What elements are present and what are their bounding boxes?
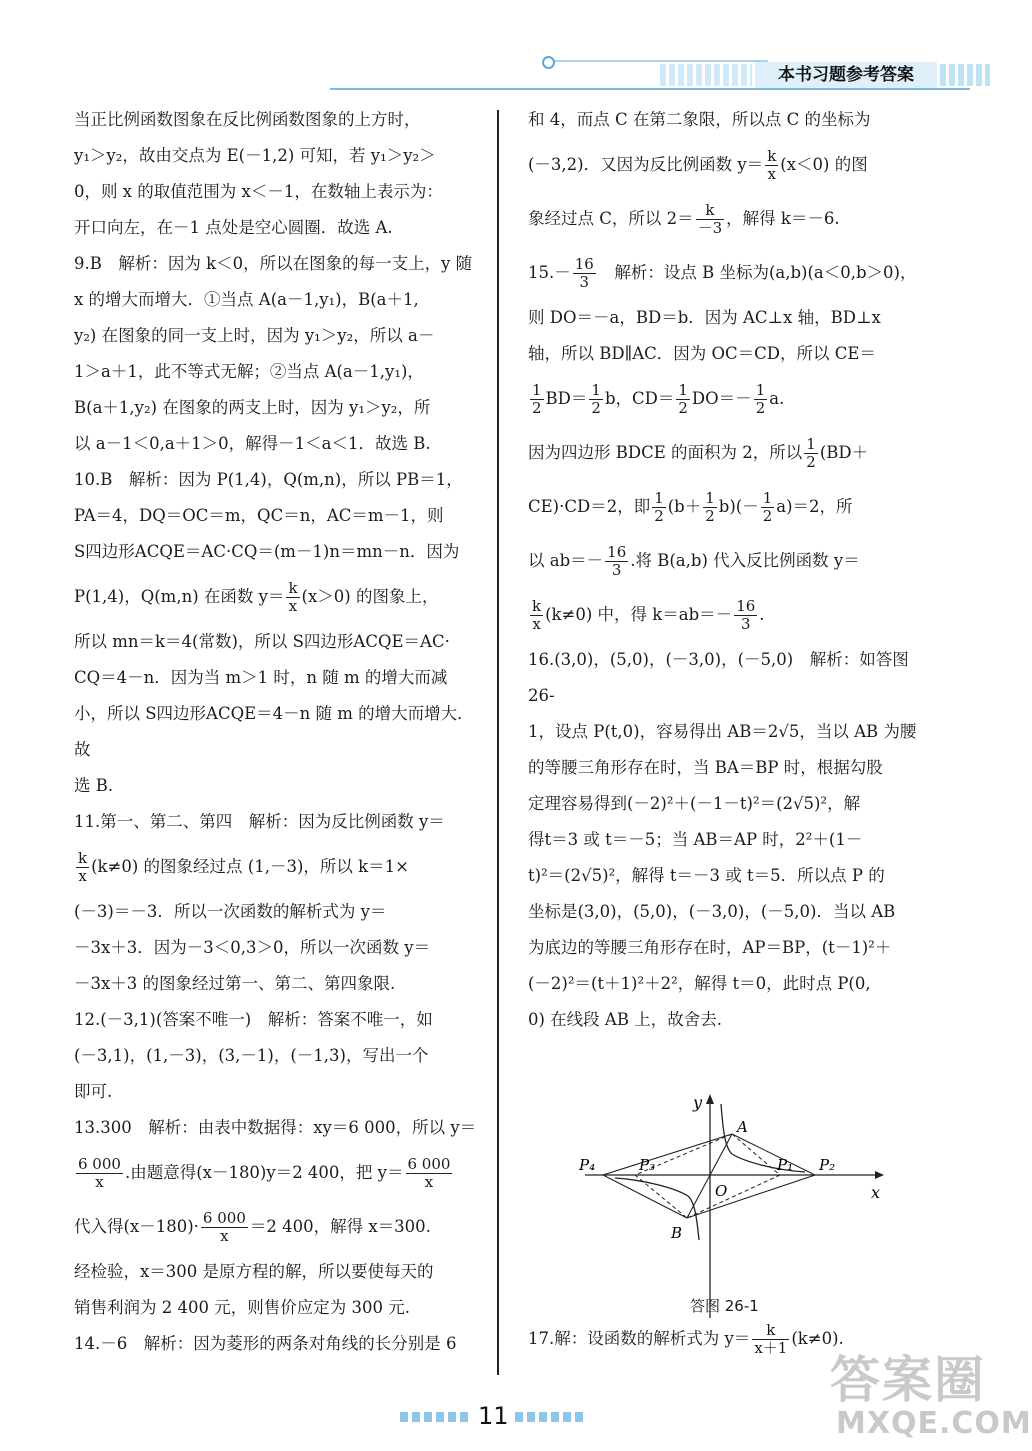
answer-13-text-c: ＝2 400，解得 x＝300.	[249, 1217, 431, 1236]
answer-11-line-5: －3x＋3 的图象经过第一、第二、第四象限.	[74, 974, 396, 993]
page-number-decoration-left	[400, 1412, 470, 1422]
header-stripes-right	[940, 64, 990, 86]
numerator: 1	[806, 435, 816, 453]
denominator: x	[532, 615, 541, 633]
denominator: 2	[705, 507, 715, 525]
answer-15-line-7	[528, 534, 932, 588]
denominator: 2	[591, 399, 601, 417]
answer-9-line-1: 9.B 解析：因为 k＜0，所以在图象的每一支上，y 随	[74, 254, 473, 273]
answer-16-line-1: 16.(3,0)，(5,0)，(－3,0)，(－5,0) 解析：如答图 26-	[528, 650, 909, 705]
answer-16-line-6: t)²＝(2√5)²，解得 t＝－3 或 t＝5．所以点 P 的	[528, 866, 885, 885]
answer-15-text-j: (b＋	[667, 497, 702, 516]
header-stripes-left	[660, 64, 752, 86]
answer-10-line-5: 所以 mn＝k＝4(常数)，所以 S四边形ACQE＝AC·	[74, 632, 450, 651]
label-p1: P₁	[777, 1156, 794, 1174]
answer-11-line-2	[74, 840, 484, 894]
fraction-k-over-x-plus-1	[752, 1322, 789, 1357]
answer-10-line-7: 小，所以 S四边形ACQE＝4－n 随 m 的增大而增大．故	[74, 704, 474, 759]
numerator: k	[767, 147, 777, 165]
denominator: 2	[654, 507, 664, 525]
denominator: x＋1	[754, 1339, 788, 1357]
answer-9-line-5: B(a＋1,y₂) 在图象的两支上时，因为 y₁＞y₂，所	[74, 398, 431, 417]
intro-line-3: 0，则 x 的取值范围为 x＜－1，在数轴上表示为：	[74, 182, 443, 201]
label-o: O	[715, 1182, 728, 1200]
fraction-half	[676, 382, 690, 417]
answer-15-text-c: BD＝	[545, 389, 588, 408]
answer-15-text-h: (BD＋	[819, 443, 869, 462]
numerator: 1	[654, 489, 664, 507]
numerator: k	[696, 202, 725, 220]
label-p3: P₃	[639, 1156, 656, 1174]
answer-9-line-2: x 的增大而增大．①当点 A(a－1,y₁)，B(a＋1,	[74, 290, 419, 309]
answer-15-text-l: a)＝2，所	[776, 497, 853, 516]
answer-16-line-8: 为底边的等腰三角形存在时，AP＝BP，(t－1)²＋	[528, 938, 892, 957]
numerator: 1	[755, 381, 766, 399]
triangle-p1-outline	[687, 1134, 780, 1218]
denominator: 2	[806, 453, 816, 471]
denominator: 2	[762, 507, 773, 525]
triangle-p4-outline	[603, 1134, 732, 1218]
intro-line-4: 开口向左，在－1 点处是空心圆圈．故选 A.	[74, 218, 393, 237]
fraction-6000-over-x	[406, 1156, 453, 1191]
denominator: 3	[579, 273, 590, 291]
answer-13-line-2	[74, 1146, 484, 1200]
intro-line-2: y₁＞y₂，故由交点为 E(－1,2) 可知，若 y₁＞y₂＞	[74, 146, 436, 165]
fraction-k-over-neg3	[696, 202, 725, 237]
numerator: k	[78, 849, 88, 867]
answer-10-line-4	[74, 570, 484, 624]
header-title: 本书习题参考答案	[755, 62, 937, 88]
answer-15-line-2: 则 DO＝－a，BD＝b．因为 AC⊥x 轴，BD⊥x	[528, 308, 881, 327]
answer-12-line-1: 12.(－3,1)(答案不唯一) 解析：答案不唯一，如	[74, 1010, 433, 1029]
answer-13-line-5: 销售利润为 2 400 元，则售价应定为 300 元.	[74, 1298, 410, 1317]
numerator: 6 000	[202, 1209, 246, 1227]
label-p4: P₄	[579, 1156, 596, 1174]
intro-line-1: 当正比例函数图象在反比例函数图象的上方时，	[74, 110, 421, 129]
numerator: 1	[705, 489, 715, 507]
label-y: y	[693, 1093, 703, 1112]
fraction-16-over-3	[605, 544, 628, 579]
answer-17-text-b: (k≠0).	[791, 1329, 844, 1348]
watermark-url: MXQE.COM	[836, 1406, 1032, 1441]
answer-17-text-a: 17.解：设函数的解析式为 y＝	[528, 1329, 751, 1348]
answer-10-line-1: 10.B 解析：因为 P(1,4)，Q(m,n)，所以 PB＝1，	[74, 470, 463, 489]
page-number-decoration-right	[515, 1412, 585, 1422]
denominator: 2	[755, 399, 766, 417]
answer-12-line-2: (－3,1)，(1,－3)，(3,－1)，(－1,3)，写出一个	[74, 1046, 429, 1065]
denominator: 2	[678, 399, 688, 417]
answer-15-text-g: 因为四边形 BDCE 的面积为 2，所以	[528, 443, 803, 462]
answer-10-text-b: (x＞0) 的图象上，	[301, 587, 439, 606]
denominator: 2	[532, 399, 542, 417]
answer-15-line-8	[528, 588, 932, 642]
triangle-p2-outline	[687, 1134, 815, 1218]
column-divider	[497, 110, 499, 1375]
triangle-p3-outline	[635, 1134, 732, 1218]
fraction-16-over-3	[573, 256, 596, 291]
answer-13-line-3	[74, 1200, 484, 1254]
denominator: －3	[697, 219, 723, 237]
numerator: k	[752, 1322, 789, 1340]
answer-13-line-1: 13.300 解析：由表中数据得：xy＝6 000，所以 y＝	[74, 1118, 477, 1137]
answer-15-text-b: 解析：设点 B 坐标为(a,b)(a＜0,b＞0)，	[597, 263, 917, 282]
answer-13-text-a: .由题意得(x－180)y＝2 400，把 y＝	[124, 1163, 404, 1182]
answer-9-line-3: y₂) 在图象的同一支上时，因为 y₁＞y₂，所以 a－	[74, 326, 435, 345]
x-axis-arrow-icon	[875, 1171, 884, 1179]
left-column	[74, 102, 484, 1362]
fraction-6000-over-x	[201, 1210, 248, 1245]
page-number: 11	[478, 1402, 509, 1430]
numerator: k	[532, 597, 542, 615]
answer-17-line-1	[528, 1312, 844, 1366]
answer-16-line-10: 0) 在线段 AB 上，故舍去.	[528, 1010, 722, 1029]
answer-16-line-4: 定理容易得到(－2)²＋(－1－t)²＝(2√5)²，解	[528, 794, 861, 813]
answer-15-line-3: 轴，所以 BD∥AC．因为 OC＝CD，所以 CE＝	[528, 344, 876, 363]
fraction-half	[804, 436, 818, 471]
answer-15-text-n: .将 B(a,b) 代入反比例函数 y＝	[630, 551, 860, 570]
answer-14-line-1: 14.－6 解析：因为菱形的两条对角线的长分别是 6	[74, 1334, 457, 1353]
answer-15-text-d: b，CD＝	[604, 389, 675, 408]
denominator: x	[95, 1173, 104, 1191]
numerator: k	[288, 579, 298, 597]
answer-15-line-1	[528, 246, 932, 300]
denominator: x	[220, 1227, 229, 1245]
fraction-half	[703, 490, 717, 525]
answer-10-line-8: 选 B.	[74, 776, 114, 795]
numerator: 1	[591, 381, 601, 399]
numerator: 16	[574, 255, 594, 273]
denominator: x	[78, 867, 87, 885]
y-axis-arrow-icon	[706, 1094, 714, 1104]
answer-11-line-1: 11.第一、第二、第四 解析：因为反比例函数 y＝	[74, 812, 445, 831]
answer-15-text-a: 15.－	[528, 263, 571, 282]
header-rule-top	[548, 60, 768, 62]
answer-15-line-4	[528, 372, 932, 426]
header-dot-icon	[542, 56, 555, 69]
fraction-half	[754, 382, 768, 417]
answer-15-line-5	[528, 426, 932, 480]
answer-11-line-3: (－3)＝－3．所以一次函数的解析式为 y＝	[74, 902, 387, 921]
label-b: B	[671, 1224, 683, 1242]
header-rule	[330, 88, 970, 90]
answer-16-line-9: (－2)²＝(t＋1)²＋2²，解得 t＝0，此时点 P(0,	[528, 974, 871, 993]
numerator: 16	[736, 597, 756, 615]
watermark-text: 答案圈	[830, 1351, 986, 1409]
fraction-k-over-x	[530, 598, 543, 633]
answer-15-line-6	[528, 480, 932, 534]
numerator: 1	[678, 381, 688, 399]
denominator: 3	[611, 561, 622, 579]
numerator: 16	[607, 543, 627, 561]
answer-10-text-a: P(1,4)，Q(m,n) 在函数 y＝	[74, 587, 285, 606]
denominator: x	[767, 165, 776, 183]
answer-15-text-e: DO＝－	[691, 389, 752, 408]
answer-16-line-7: 坐标是(3,0)，(5,0)，(－3,0)，(－5,0)．当以 AB	[528, 902, 896, 921]
answer-14-text-d: ，解得 k＝－6.	[726, 209, 840, 228]
numerator: 1	[532, 381, 542, 399]
answer-14-line-2: 和 4，而点 C 在第二象限，所以点 C 的坐标为	[528, 110, 871, 129]
answer-10-line-6: CQ＝4－n．因为当 m＞1 时，n 随 m 的增大而减	[74, 668, 448, 687]
answer-12-line-3: 即可.	[74, 1082, 113, 1101]
figure-caption: 答图 26-1	[690, 1297, 759, 1315]
fraction-6000-over-x	[76, 1156, 123, 1191]
answer-15-text-o: (k≠0) 中，得 k＝ab＝－	[545, 605, 733, 624]
label-p2: P₂	[819, 1156, 836, 1174]
answer-11-text: (k≠0) 的图象经过点 (1,－3)，所以 k＝1×	[91, 857, 409, 876]
fraction-k-over-x	[76, 850, 89, 885]
answer-16-line-5: 得t＝3 或 t＝－5；当 AB＝AP 时，2²＋(1－	[528, 830, 863, 849]
fraction-half	[761, 490, 775, 525]
answer-15-text-p: .	[759, 605, 765, 624]
fraction-half	[530, 382, 544, 417]
answer-14-text-c: 象经过点 C，所以 2＝	[528, 209, 694, 228]
fraction-k-over-x	[286, 580, 299, 615]
answer-15-text-i: CE)·CD＝2，即	[528, 497, 651, 516]
right-column	[528, 102, 932, 1038]
fraction-half	[652, 490, 666, 525]
answer-10-line-3: S四边形ACQE＝AC·CQ＝(m－1)n＝mn－n．因为	[74, 542, 460, 561]
fraction-half	[589, 382, 603, 417]
answer-16-line-2: 1，设点 P(t,0)，容易得出 AB＝2√5，当以 AB 为腰	[528, 722, 917, 741]
answer-15-text-k: b)(－	[718, 497, 759, 516]
answer-9-line-4: 1＞a＋1，此不等式无解；②当点 A(a－1,y₁)，	[74, 362, 424, 381]
figure-26-1	[575, 1090, 890, 1320]
answer-14-text-b: (x＜0) 的图	[780, 155, 868, 174]
answer-14-line-4	[528, 192, 932, 246]
answer-11-line-4: －3x＋3．因为－3＜0,3＞0，所以一次函数 y＝	[74, 938, 431, 957]
numerator: 6 000	[78, 1155, 121, 1173]
denominator: x	[288, 597, 298, 615]
label-a: A	[737, 1118, 748, 1136]
label-x: x	[871, 1183, 881, 1202]
denominator: 3	[740, 615, 751, 633]
numerator: 1	[762, 489, 773, 507]
denominator: x	[424, 1173, 434, 1191]
answer-13-text-b: 代入得(x－180)·	[74, 1217, 199, 1236]
answer-15-text-f: a.	[769, 389, 785, 408]
watermark-logo	[830, 1340, 1032, 1448]
numerator: 6 000	[407, 1155, 451, 1173]
answer-14-line-3	[528, 138, 932, 192]
fraction-16-over-3	[734, 598, 757, 633]
answer-15-text-m: 以 ab＝－	[528, 551, 604, 570]
answer-16-line-3: 的等腰三角形存在时，当 BA＝BP 时，根据勾股	[528, 758, 883, 777]
fraction-k-over-x	[765, 148, 778, 183]
answer-13-line-4: 经检验，x＝300 是原方程的解，所以要使每天的	[74, 1262, 434, 1281]
answer-9-line-6: 以 a－1＜0,a＋1＞0，解得－1＜a＜1．故选 B.	[74, 434, 431, 453]
answer-10-line-2: PA＝4，DQ＝OC＝m，QC＝n，AC＝m－1，则	[74, 506, 444, 525]
answer-14-text-a: (－3,2)．又因为反比例函数 y＝	[528, 155, 764, 174]
